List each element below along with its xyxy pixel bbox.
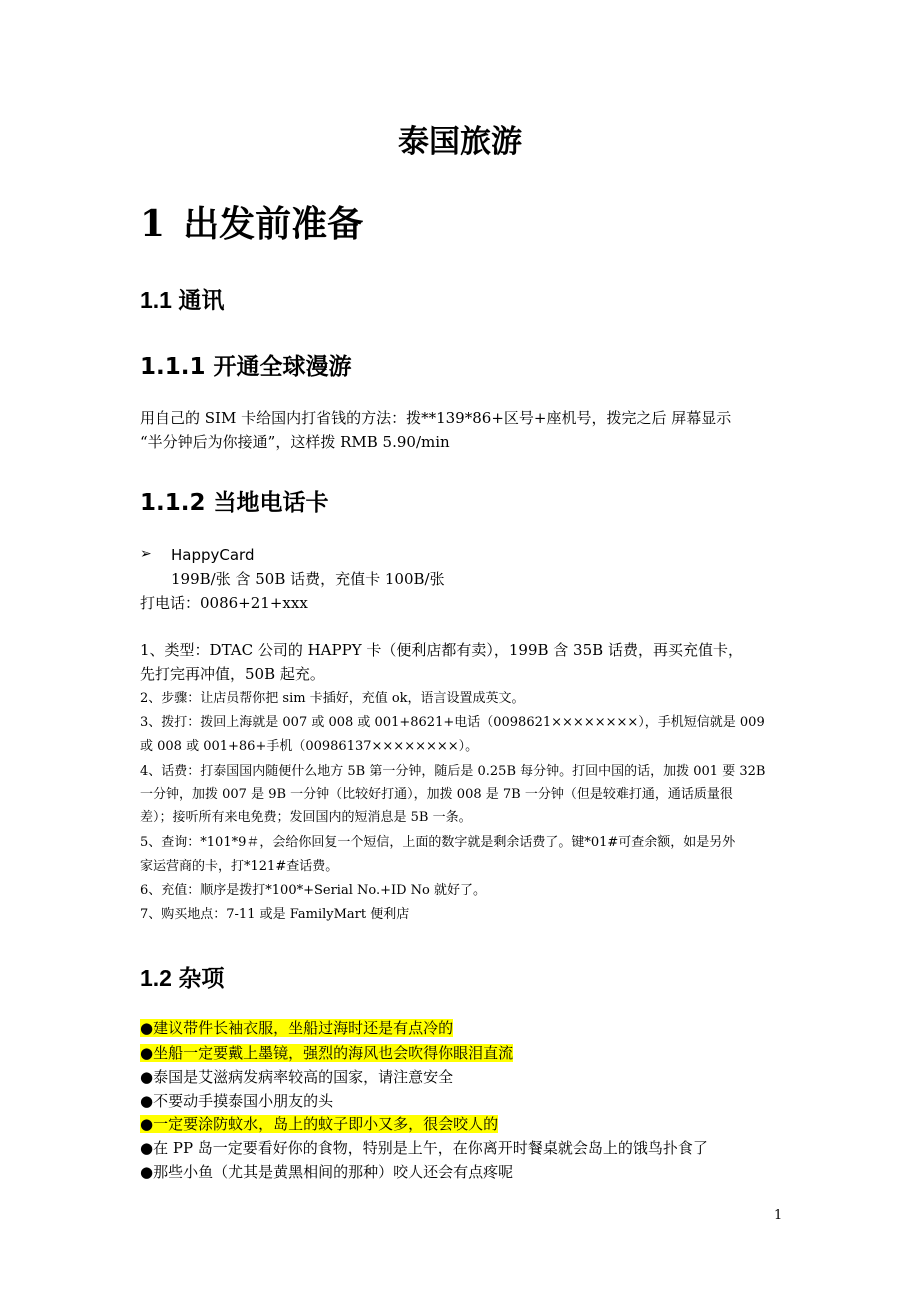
tip-5-highlight: ●一定要涂防蚊水，岛上的蚊子即小又多，很会咬人的 <box>140 1115 499 1133</box>
item-2: 2、步骤：让店员帮你把 sim 卡插好，充值 ok，语言设置成英文。 <box>140 691 525 706</box>
item-1-line-2: 先打完再冲值，50B 起充。 <box>140 665 325 683</box>
tip-5 <box>140 1113 498 1135</box>
heading-1-text: 出发前准备 <box>183 204 364 245</box>
tip-4: ●不要动手摸泰国小朋友的头 <box>140 1092 334 1110</box>
item-4-line-2: 一分钟，加拨 007 是 9B 一分钟（比较好打通），加拨 008 是 7B 一分钟（但是较难打通，通话质量很 <box>140 787 733 802</box>
bullet-happycard: HappyCard <box>171 546 255 564</box>
item-3-line-2: 或 008 或 001+86+手机（00986137××××××××）。 <box>140 739 479 754</box>
item-5-line-2: 家运营商的卡，打*121#查话费。 <box>140 859 339 874</box>
item-7: 7、购买地点：7-11 或是 FamilyMart 便利店 <box>140 907 410 922</box>
dial-format: 打电话：0086+21+xxx <box>140 594 308 612</box>
heading-1-1-1: 1.1.1 开通全球漫游 <box>140 354 352 380</box>
tip-1-highlight: ●建议带件长袖衣服，坐船过海时还是有点冷的 <box>140 1019 454 1037</box>
tip-6: ●在 PP 岛一定要看好你的食物，特别是上午，在你离开时餐桌就会岛上的饿鸟扑食了 <box>140 1139 708 1157</box>
document-title: 泰国旅游 <box>398 124 522 160</box>
tip-1 <box>140 1017 453 1039</box>
item-5-line-1: 5、查询：*101*9＃，会给你回复一个短信，上面的数字就是剩余话费了。键*01#可查余额，如是另外 <box>140 835 736 850</box>
item-4-line-3: 差）；接听所有来电免费；发回国内的短消息是 5B 一条。 <box>140 810 472 825</box>
item-4-line-1: 4、话费：打泰国国内随便什么地方 5B 第一分钟，随后是 0.25B 每分钟。打回中国的话，加拨 001 要 32B <box>140 764 766 779</box>
happycard-detail: 199B/张 含 50B 话费，充值卡 100B/张 <box>171 570 445 588</box>
heading-1-number: 1 <box>140 203 166 245</box>
heading-1 <box>140 196 363 247</box>
item-6: 6、充值：顺序是拨打*100*+Serial No.+ID No 就好了。 <box>140 883 487 898</box>
item-3-line-1: 3、拨打：拨回上海就是 007 或 008 或 001+8621+电话（0098621××××××××），手机短信就是 009 <box>140 715 765 730</box>
heading-1-2: 1.2 杂项 <box>140 965 225 991</box>
heading-1-1: 1.1 通讯 <box>140 287 225 313</box>
tip-2-highlight: ●坐船一定要戴上墨镜，强烈的海风也会吹得你眼泪直流 <box>140 1044 514 1062</box>
tip-7: ●那些小鱼（尤其是黄黑相间的那种）咬人还会有点疼呢 <box>140 1163 514 1181</box>
tip-2 <box>140 1042 513 1064</box>
roaming-paragraph-line-1: 用自己的 SIM 卡给国内打省钱的方法：拨**139*86+区号+座机号，拨完之后 屏幕显示 <box>140 409 732 427</box>
item-1-line-1: 1、类型：DTAC 公司的 HAPPY 卡（便利店都有卖），199B 含 35B 话费，再买充值卡， <box>140 641 743 659</box>
heading-1-1-2: 1.1.2 当地电话卡 <box>140 490 329 516</box>
arrow-bullet-icon: ➢ <box>140 546 152 562</box>
page-number: 1 <box>774 1208 783 1223</box>
tip-3: ●泰国是艾滋病发病率较高的国家，请注意安全 <box>140 1068 454 1086</box>
roaming-paragraph-line-2: “半分钟后为你接通”，这样拨 RMB 5.90/min <box>140 433 450 451</box>
